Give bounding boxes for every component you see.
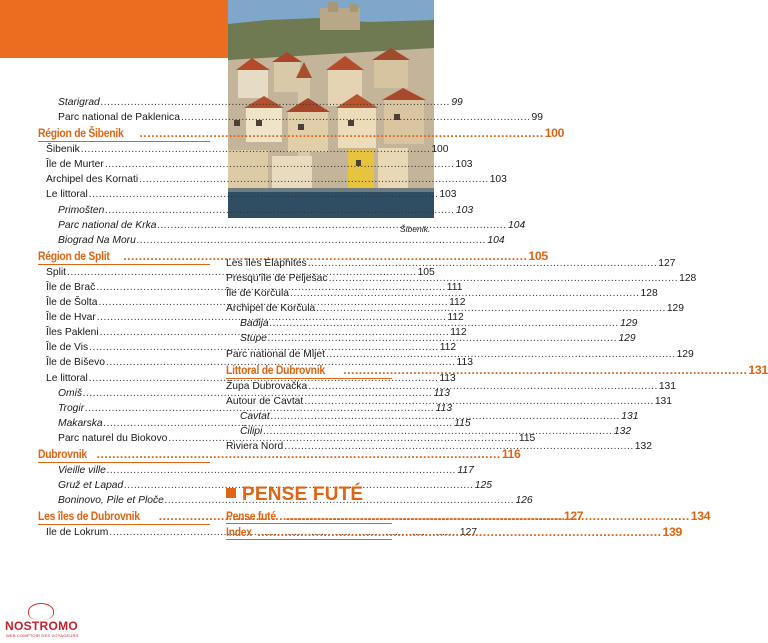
toc-leader-dots	[286, 508, 690, 524]
toc-leader-dots	[107, 463, 457, 478]
toc-page-number: 139	[662, 525, 682, 539]
toc-entry-label: Île de Brač	[46, 281, 96, 293]
toc-page-number: 131	[748, 362, 768, 377]
toc-leader-dots	[137, 233, 487, 248]
toc-entry[interactable]	[38, 463, 474, 478]
toc-page-number: 132	[634, 441, 652, 453]
toc-page-number: 112	[447, 312, 464, 324]
orange-square-icon	[226, 488, 236, 498]
toc-entry-label: Index	[226, 525, 252, 539]
photo-credit: © XBRCKS - ISTOCKPHOTO	[623, 88, 629, 164]
toc-entry-label: Biograd Na Moru	[58, 234, 136, 246]
toc-page-number: 104	[507, 219, 526, 231]
toc-page-number: 126	[515, 495, 533, 507]
toc-page-number: 127	[563, 509, 584, 524]
pense-fute-heading	[226, 484, 363, 506]
toc-leader-dots	[105, 203, 455, 218]
toc-entry-label: Parc national de Paklenica	[58, 112, 180, 124]
toc-leader-dots	[268, 331, 618, 346]
toc-page-number: 129	[676, 348, 694, 360]
toc-leader-dots	[89, 187, 439, 202]
toc-leader-dots	[81, 142, 431, 157]
toc-entry-label: Littoral de Dubrovnik	[226, 362, 325, 377]
pense-fute-title: PENSE FUTÉ	[242, 484, 364, 505]
toc-page-number: 131	[654, 395, 672, 407]
toc-leader-dots	[140, 125, 544, 141]
toc-entry[interactable]	[38, 95, 463, 110]
logo-name: NOSTROMO	[5, 619, 79, 633]
toc-page-number: 129	[666, 303, 685, 315]
toc-entry-label: Le littoral	[46, 372, 88, 384]
toc-leader-dots	[271, 409, 621, 424]
photo-caption: Šibenik.	[400, 224, 431, 234]
toc-page-number: 129	[620, 318, 638, 330]
toc-entry-label: Split	[46, 266, 67, 278]
globe-icon	[28, 603, 54, 620]
toc-page-number: 129	[618, 333, 636, 345]
toc-entry-label: Parc national de Mljet	[226, 348, 326, 360]
toc-entry[interactable]	[38, 233, 505, 248]
toc-entry-label: Župa Dubrovačka	[226, 380, 308, 392]
toc-entry-label: Parc naturel du Biokovo	[58, 432, 168, 444]
toc-page-number: 115	[518, 432, 536, 444]
toc-page-number: 103	[489, 174, 507, 186]
toc-entry-label: Île de Biševo	[46, 357, 105, 369]
toc-leader-dots	[343, 362, 747, 378]
toc-entry-label: Boninovo, Pile et Ploče	[58, 495, 164, 507]
toc-page-number: 127	[658, 258, 676, 269]
header-orange-band	[0, 0, 228, 58]
toc-leader-dots	[181, 110, 531, 125]
toc-entry-label: Trogir	[58, 402, 85, 414]
toc-page-number: 127	[459, 527, 478, 539]
toc-leader-dots	[290, 286, 640, 301]
toc-entry-label: Île de Murter	[46, 159, 104, 171]
toc-page-number: 103	[455, 204, 474, 216]
toc-page-number: 112	[449, 297, 466, 309]
toc-leader-dots	[263, 424, 613, 439]
toc-entry-label: Dubrovnik	[38, 446, 87, 461]
toc-page-number: 105	[528, 248, 548, 263]
toc-section-heading[interactable]	[38, 125, 565, 142]
toc-entry[interactable]	[38, 110, 543, 125]
toc-page-number: 115	[454, 417, 471, 429]
toc-entry-label: Šibenik	[46, 144, 80, 156]
toc-page-number: 113	[439, 372, 456, 384]
toc-entry[interactable]	[38, 142, 449, 157]
toc-entry-label: Les îles Élaphites	[226, 258, 307, 269]
toc-entry-label: Primošten	[58, 204, 105, 216]
toc-entry-label: Archipel de Korčula	[226, 303, 316, 315]
toc-page-number: 103	[455, 159, 473, 171]
toc-page-number: 99	[451, 97, 463, 108]
toc-entry-label: Autour de Cavtat	[226, 395, 304, 407]
toc-leader-dots	[326, 347, 676, 362]
toc-entry-label: Île de Hvar	[46, 312, 96, 324]
toc-entry-label: Presqu'île de Pelješac	[226, 273, 328, 285]
toc-entry-label: Pense futé	[226, 509, 276, 523]
toc-page-number: 117	[457, 464, 474, 476]
toc-page-number: 105	[417, 266, 435, 278]
toc-entry-label: Stupe	[240, 333, 267, 345]
logo-tagline: WEB COMPTOIR DES VOYAGEURS	[6, 633, 79, 638]
toc-page-number: 104	[487, 234, 505, 246]
toc-leader-dots	[139, 172, 489, 187]
toc-entry-label: Le littoral	[46, 189, 88, 201]
toc-entry[interactable]	[38, 478, 492, 493]
toc-page-number: 113	[433, 387, 450, 399]
toc-leader-dots	[308, 379, 658, 394]
toc-entry-label: Île de Šolta	[46, 297, 98, 309]
toc-page-number: 112	[450, 327, 467, 339]
toc-entry-label: Les îles de Dubrovnik	[38, 509, 140, 524]
toc-entry-label: Cavtat	[240, 410, 270, 422]
toc-entry[interactable]	[38, 187, 457, 202]
toc-entry-label: Île de Vis	[46, 342, 89, 354]
toc-page-number: 132	[613, 425, 632, 437]
toc-page-number: 100	[544, 126, 565, 141]
toc-entry[interactable]	[226, 256, 676, 271]
toc-entry-label: Gruž et Lapad	[58, 480, 124, 492]
toc-leader-dots	[308, 256, 658, 271]
toc-entry-label: Région de Šibenik	[38, 126, 124, 141]
toc-entry[interactable]	[38, 157, 473, 172]
toc-page-number: 113	[456, 357, 473, 369]
toc-page-number: 131	[658, 380, 676, 392]
toc-page-number: 100	[431, 144, 449, 156]
toc-page-number: 131	[621, 410, 639, 422]
toc-leader-dots	[101, 95, 451, 110]
toc-page-number: 113	[435, 402, 453, 414]
toc-page-number: 116	[501, 446, 521, 461]
toc-entry-label: Îles Pakleni	[46, 327, 99, 339]
toc-page-number: 103	[439, 189, 457, 201]
toc-page-number: 111	[446, 281, 463, 293]
toc-entry-label: Starigrad	[58, 97, 100, 108]
toc-page-number: 112	[439, 342, 457, 354]
nostromo-logo	[2, 602, 82, 640]
toc-entry-label: Archipel des Kornati	[46, 174, 139, 186]
toc-entry-label: Makarska	[58, 417, 103, 429]
toc-entry-label: Ile de Lokrum	[46, 527, 109, 539]
toc-page-number: 128	[640, 288, 658, 300]
toc-page-number: 128	[679, 273, 697, 285]
toc-entry-label: Région de Split	[38, 248, 110, 263]
toc-entry-label: Île de Korčula	[226, 288, 289, 300]
toc-entry-label: Omiš	[58, 387, 83, 399]
toc-page-number: 125	[474, 480, 492, 492]
toc-entry-label: Badija	[240, 318, 269, 330]
toc-entry-label: Parc national de Krka	[58, 219, 157, 231]
toc-entry-label: Riviera Nord	[226, 441, 284, 453]
toc-page-number: 134	[690, 509, 711, 523]
toc-leader-dots	[105, 157, 455, 172]
toc-entry[interactable]	[38, 172, 507, 187]
toc-leader-dots	[329, 271, 679, 286]
toc-entry-label: Vieille ville	[58, 464, 106, 476]
toc-leader-dots	[157, 218, 507, 233]
toc-entry[interactable]	[38, 203, 474, 218]
toc-leader-dots	[270, 316, 620, 331]
toc-leader-dots	[284, 439, 634, 454]
toc-page-number: 99	[531, 112, 543, 124]
toc-entry-label: Čilipi	[240, 425, 263, 437]
toc-leader-dots	[304, 394, 654, 409]
toc-leader-dots	[257, 524, 661, 540]
toc-leader-dots	[316, 301, 666, 316]
